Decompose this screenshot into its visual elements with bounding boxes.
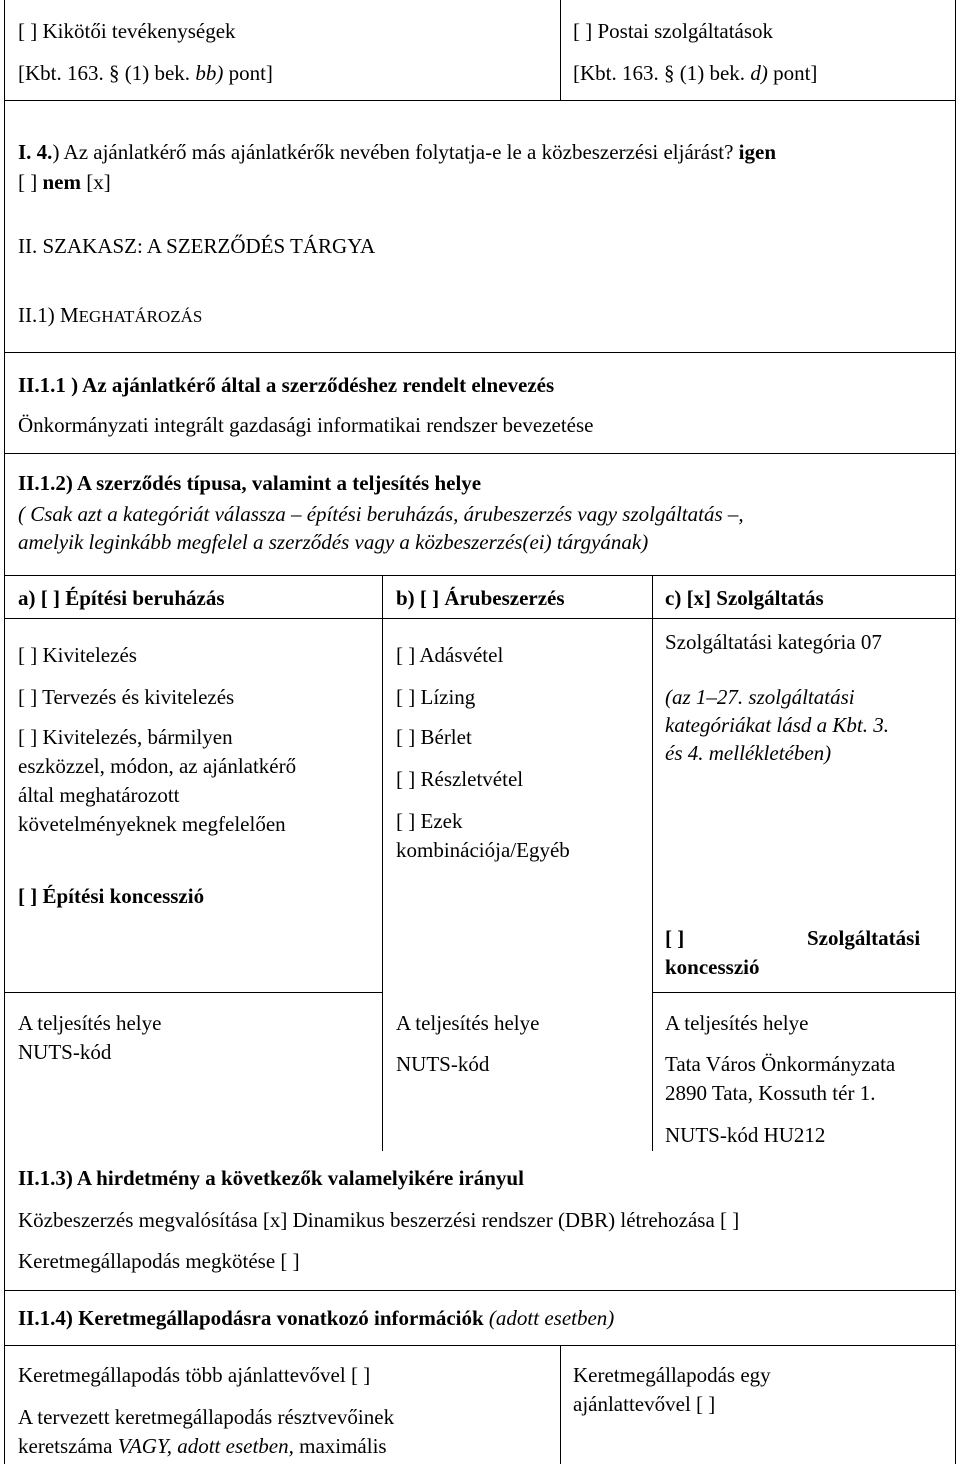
ref-end: pont]	[223, 61, 273, 85]
ii14-heading-text: II.1.4) Keretmegállapodásra vonatkozó információk	[18, 1306, 484, 1330]
port-activities-reference	[18, 60, 273, 87]
col-divider-2	[652, 575, 653, 1151]
ii13-line2: Keretmegállapodás megkötése [ ]	[18, 1249, 300, 1273]
i4-nem: nem	[42, 170, 81, 194]
port-activities-label: [ ] Kikötői tevékenységek	[18, 19, 236, 43]
ii1-smallcaps: EGHATÁROZÁS	[78, 307, 203, 326]
i4-number: I. 4.	[18, 140, 53, 164]
ii14-left-3-a: keretszáma	[18, 1434, 118, 1458]
col-divider-1	[382, 575, 383, 1151]
i4-question	[18, 139, 776, 166]
section-ii-title: II. SZAKASZ: A SZERZŐDÉS TÁRGYA	[18, 234, 376, 258]
ref-italic: bb)	[195, 61, 224, 85]
col-c-place-name: Tata Város Önkormányzata	[665, 1052, 896, 1076]
col-c-concession-box: [ ]	[665, 926, 685, 950]
col-b-item-combination-1: [ ] Ezek	[396, 809, 463, 833]
section-divider-2	[4, 453, 956, 454]
ii1-title	[18, 302, 202, 329]
col-b-header: b) [ ] Árubeszerzés	[396, 586, 565, 610]
col-a-item-any-means-3: által meghatározott	[18, 783, 180, 807]
col-c-note-2: kategóriákat lásd a Kbt. 3.	[665, 713, 889, 737]
ii14-col-divider	[560, 1345, 561, 1464]
ii13-heading: II.1.3) A hirdetmény a következők valamelyikére irányul	[18, 1166, 524, 1190]
col-c-place-address: 2890 Tata, Kossuth tér 1.	[665, 1081, 876, 1105]
col-c-place-label: A teljesítés helye	[665, 1011, 809, 1035]
i4-box2: [x]	[81, 170, 111, 194]
col-b-item-combination-2: kombinációja/Egyéb	[396, 838, 570, 862]
page-left-border	[4, 0, 5, 1464]
col-b-item-reszletvetel: [ ] Részletvétel	[396, 767, 524, 791]
col-a-item-any-means-2: eszközzel, módon, az ajánlatkérő	[18, 754, 297, 778]
top-box-bottom	[4, 100, 956, 101]
ii12-heading: II.1.2) A szerződés típusa, valamint a teljesítés helye	[18, 471, 482, 495]
postal-services-reference	[573, 60, 817, 87]
section-divider-3	[4, 1290, 956, 1291]
columns-top	[4, 575, 956, 576]
header-row-bottom	[4, 618, 956, 619]
ii14-left-3-italic: VAGY, adott esetben,	[117, 1434, 294, 1458]
ref-end: pont]	[767, 61, 818, 85]
col-a-item-any-means-4: követelményeknek megfelelően	[18, 812, 286, 836]
i4-answer	[18, 169, 111, 196]
ii14-heading	[18, 1305, 614, 1332]
page-right-border	[955, 0, 956, 1464]
ii13-line1: Közbeszerzés megvalósítása [x] Dinamikus beszerzési rendszer (DBR) létrehozása [ ]	[18, 1208, 740, 1232]
col-a-concession: [ ] Építési koncesszió	[18, 884, 205, 908]
ii14-left-1: Keretmegállapodás több ajánlattevővel [ ]	[18, 1363, 371, 1387]
col-c-header: c) [x] Szolgáltatás	[665, 586, 824, 610]
section-divider-4	[4, 1345, 956, 1346]
ii14-right-2: ajánlattevővel [ ]	[573, 1392, 716, 1416]
ref-italic: d)	[750, 61, 768, 85]
col-a-item-tervezes: [ ] Tervezés és kivitelezés	[18, 685, 235, 709]
ref-text: [Kbt. 163. § (1) bek.	[18, 61, 196, 85]
i4-igen: igen	[738, 140, 777, 164]
col-a-item-kivitelezes: [ ] Kivitelezés	[18, 643, 137, 667]
col-c-note-1: (az 1–27. szolgáltatási	[665, 685, 855, 709]
ref-text: [Kbt. 163. § (1) bek.	[573, 61, 751, 85]
col-c-note-3: és 4. mellékletében)	[665, 741, 832, 765]
ii1-prefix: II.1) M	[18, 303, 79, 327]
ii12-note-line2: amelyik leginkább megfelel a szerződés vagy a közbeszerzés(ei) tárgyának)	[18, 530, 649, 554]
col-b-nuts: NUTS-kód	[396, 1052, 490, 1076]
col-a-header: a) [ ] Építési beruházás	[18, 586, 225, 610]
col-b-item-lizing: [ ] Lízing	[396, 685, 476, 709]
ii14-heading-note: (adott esetben)	[483, 1306, 615, 1330]
top-divider-vertical	[560, 0, 561, 100]
ii14-left-3	[18, 1433, 387, 1460]
col-c-concession-label-2: koncesszió	[665, 955, 760, 979]
col-b-item-berlet: [ ] Bérlet	[396, 725, 472, 749]
ii12-note-line1: ( Csak azt a kategóriát válassza – építési beruházás, árubeszerzés vagy szolgáltatás –,	[18, 502, 744, 526]
col-a-place-top	[4, 992, 382, 993]
section-divider-1	[4, 352, 956, 353]
col-c-nuts: NUTS-kód HU212	[665, 1123, 826, 1147]
col-c-place-top	[652, 992, 956, 993]
ii14-left-2: A tervezett keretmegállapodás résztvevőinek	[18, 1405, 395, 1429]
col-a-place-label: A teljesítés helye	[18, 1011, 162, 1035]
col-a-item-any-means-1: [ ] Kivitelezés, bármilyen	[18, 725, 233, 749]
ii11-value: Önkormányzati integrált gazdasági informatikai rendszer bevezetése	[18, 413, 594, 437]
col-c-category: Szolgáltatási kategória 07	[665, 630, 882, 654]
i4-box: [ ]	[18, 170, 43, 194]
postal-services-label: [ ] Postai szolgáltatások	[573, 19, 774, 43]
col-c-concession-label: Szolgáltatási	[807, 926, 921, 950]
col-a-nuts: NUTS-kód	[18, 1040, 112, 1064]
col-b-place-label: A teljesítés helye	[396, 1011, 540, 1035]
ii14-left-3-b: maximális	[293, 1434, 387, 1458]
col-b-item-adasvetel: [ ] Adásvétel	[396, 643, 504, 667]
ii14-right-1: Keretmegállapodás egy	[573, 1363, 771, 1387]
ii11-heading: II.1.1 ) Az ajánlatkérő által a szerződéshez rendelt elnevezés	[18, 373, 555, 397]
i4-text: ) Az ajánlatkérő más ajánlatkérők nevében folytatja-e le a közbeszerzési eljárást?	[52, 140, 739, 164]
